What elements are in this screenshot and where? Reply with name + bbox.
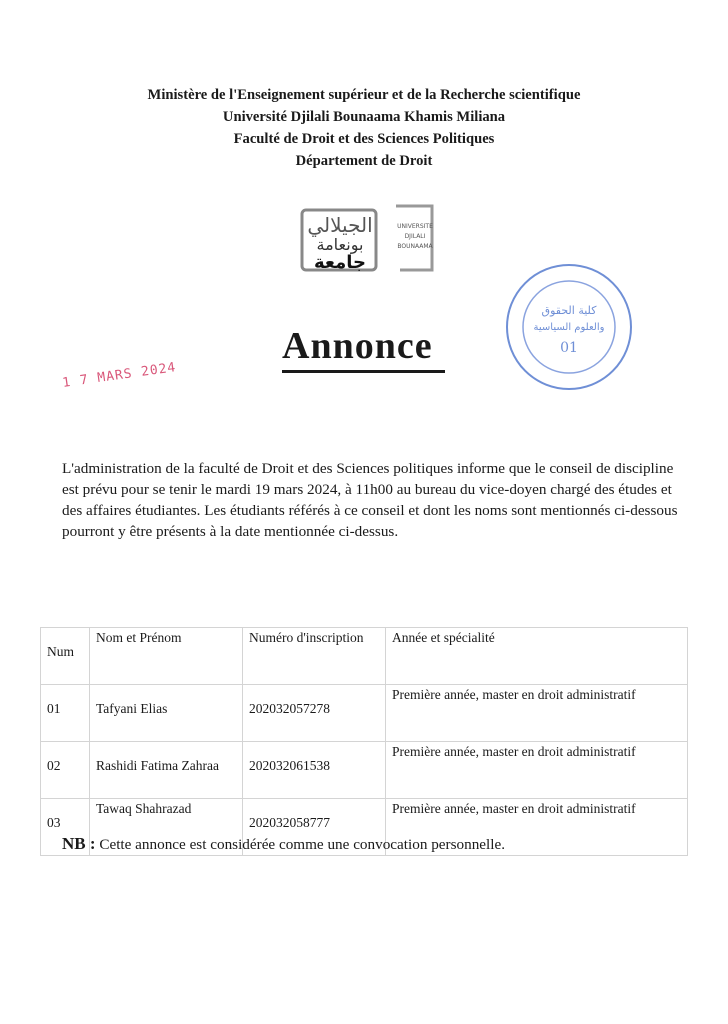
university-logo	[300, 198, 438, 276]
col-header-name: Nom et Prénom	[90, 628, 243, 685]
svg-text:بونعامة: بونعامة	[316, 235, 364, 254]
cell-name: Tafyani Elias	[90, 685, 243, 742]
page-title: Annonce	[282, 322, 445, 373]
note-label: NB :	[62, 834, 96, 853]
svg-text:والعلوم السياسية: والعلوم السياسية	[533, 322, 605, 333]
col-header-registration: Numéro d'inscription	[243, 628, 386, 685]
note	[62, 834, 505, 854]
cell-registration: 202032061538	[243, 742, 386, 799]
table-row	[41, 685, 688, 742]
document-header	[0, 84, 728, 172]
date-stamp: 1 7 MARS 2024	[61, 360, 178, 391]
cell-year: Première année, master en droit administratif	[386, 799, 688, 856]
cell-registration: 202032058777	[243, 799, 386, 856]
department-line: Département de Droit	[295, 153, 433, 169]
cell-registration: 202032057278	[243, 685, 386, 742]
students-table	[40, 627, 688, 856]
svg-text:UNIVERSITE: UNIVERSITE	[397, 223, 433, 230]
svg-text:BOUNAAMA: BOUNAAMA	[397, 243, 433, 250]
official-stamp	[500, 258, 638, 396]
col-header-year: Année et spécialité	[386, 628, 688, 685]
table-header-row	[41, 628, 688, 685]
cell-num: 01	[41, 685, 90, 742]
cell-num: 02	[41, 742, 90, 799]
svg-text:الجيلالي: الجيلالي	[307, 213, 373, 237]
cell-year: Première année, master en droit administratif	[386, 685, 688, 742]
university-line: Université Djilali Bounaama Khamis Miliana	[222, 109, 506, 125]
faculty-line: Faculté de Droit et des Sciences Politiques	[233, 131, 495, 147]
ministry-line: Ministère de l'Enseignement supérieur et de la Recherche scientifique	[147, 87, 581, 103]
announcement-body: L'administration de la faculté de Droit et des Sciences politiques informe que le conseil de discipline est prévu pour se tenir le mardi 19 mars 2024, à 11h00 au bureau du vice-doyen chargé des études et des affaires étudiantes. Les étudiants référés à ce conseil et dont les noms sont mentionnés ci-dessous pourront y être présents à la date mentionnée ci-dessus.	[62, 460, 678, 540]
col-header-num: Num	[41, 628, 90, 685]
cell-year: Première année, master en droit administratif	[386, 742, 688, 799]
cell-name: Tawaq Shahrazad	[90, 799, 243, 856]
svg-text:01: 01	[560, 340, 578, 356]
table-row	[41, 742, 688, 799]
note-text: Cette annonce est considérée comme une convocation personnelle.	[99, 836, 506, 853]
svg-text:جامعة: جامعة	[314, 252, 366, 273]
svg-text:DJILALI: DJILALI	[404, 233, 426, 240]
svg-text:كلية الحقوق: كلية الحقوق	[541, 304, 597, 317]
cell-name: Rashidi Fatima Zahraa	[90, 742, 243, 799]
cell-num: 03	[41, 799, 90, 856]
